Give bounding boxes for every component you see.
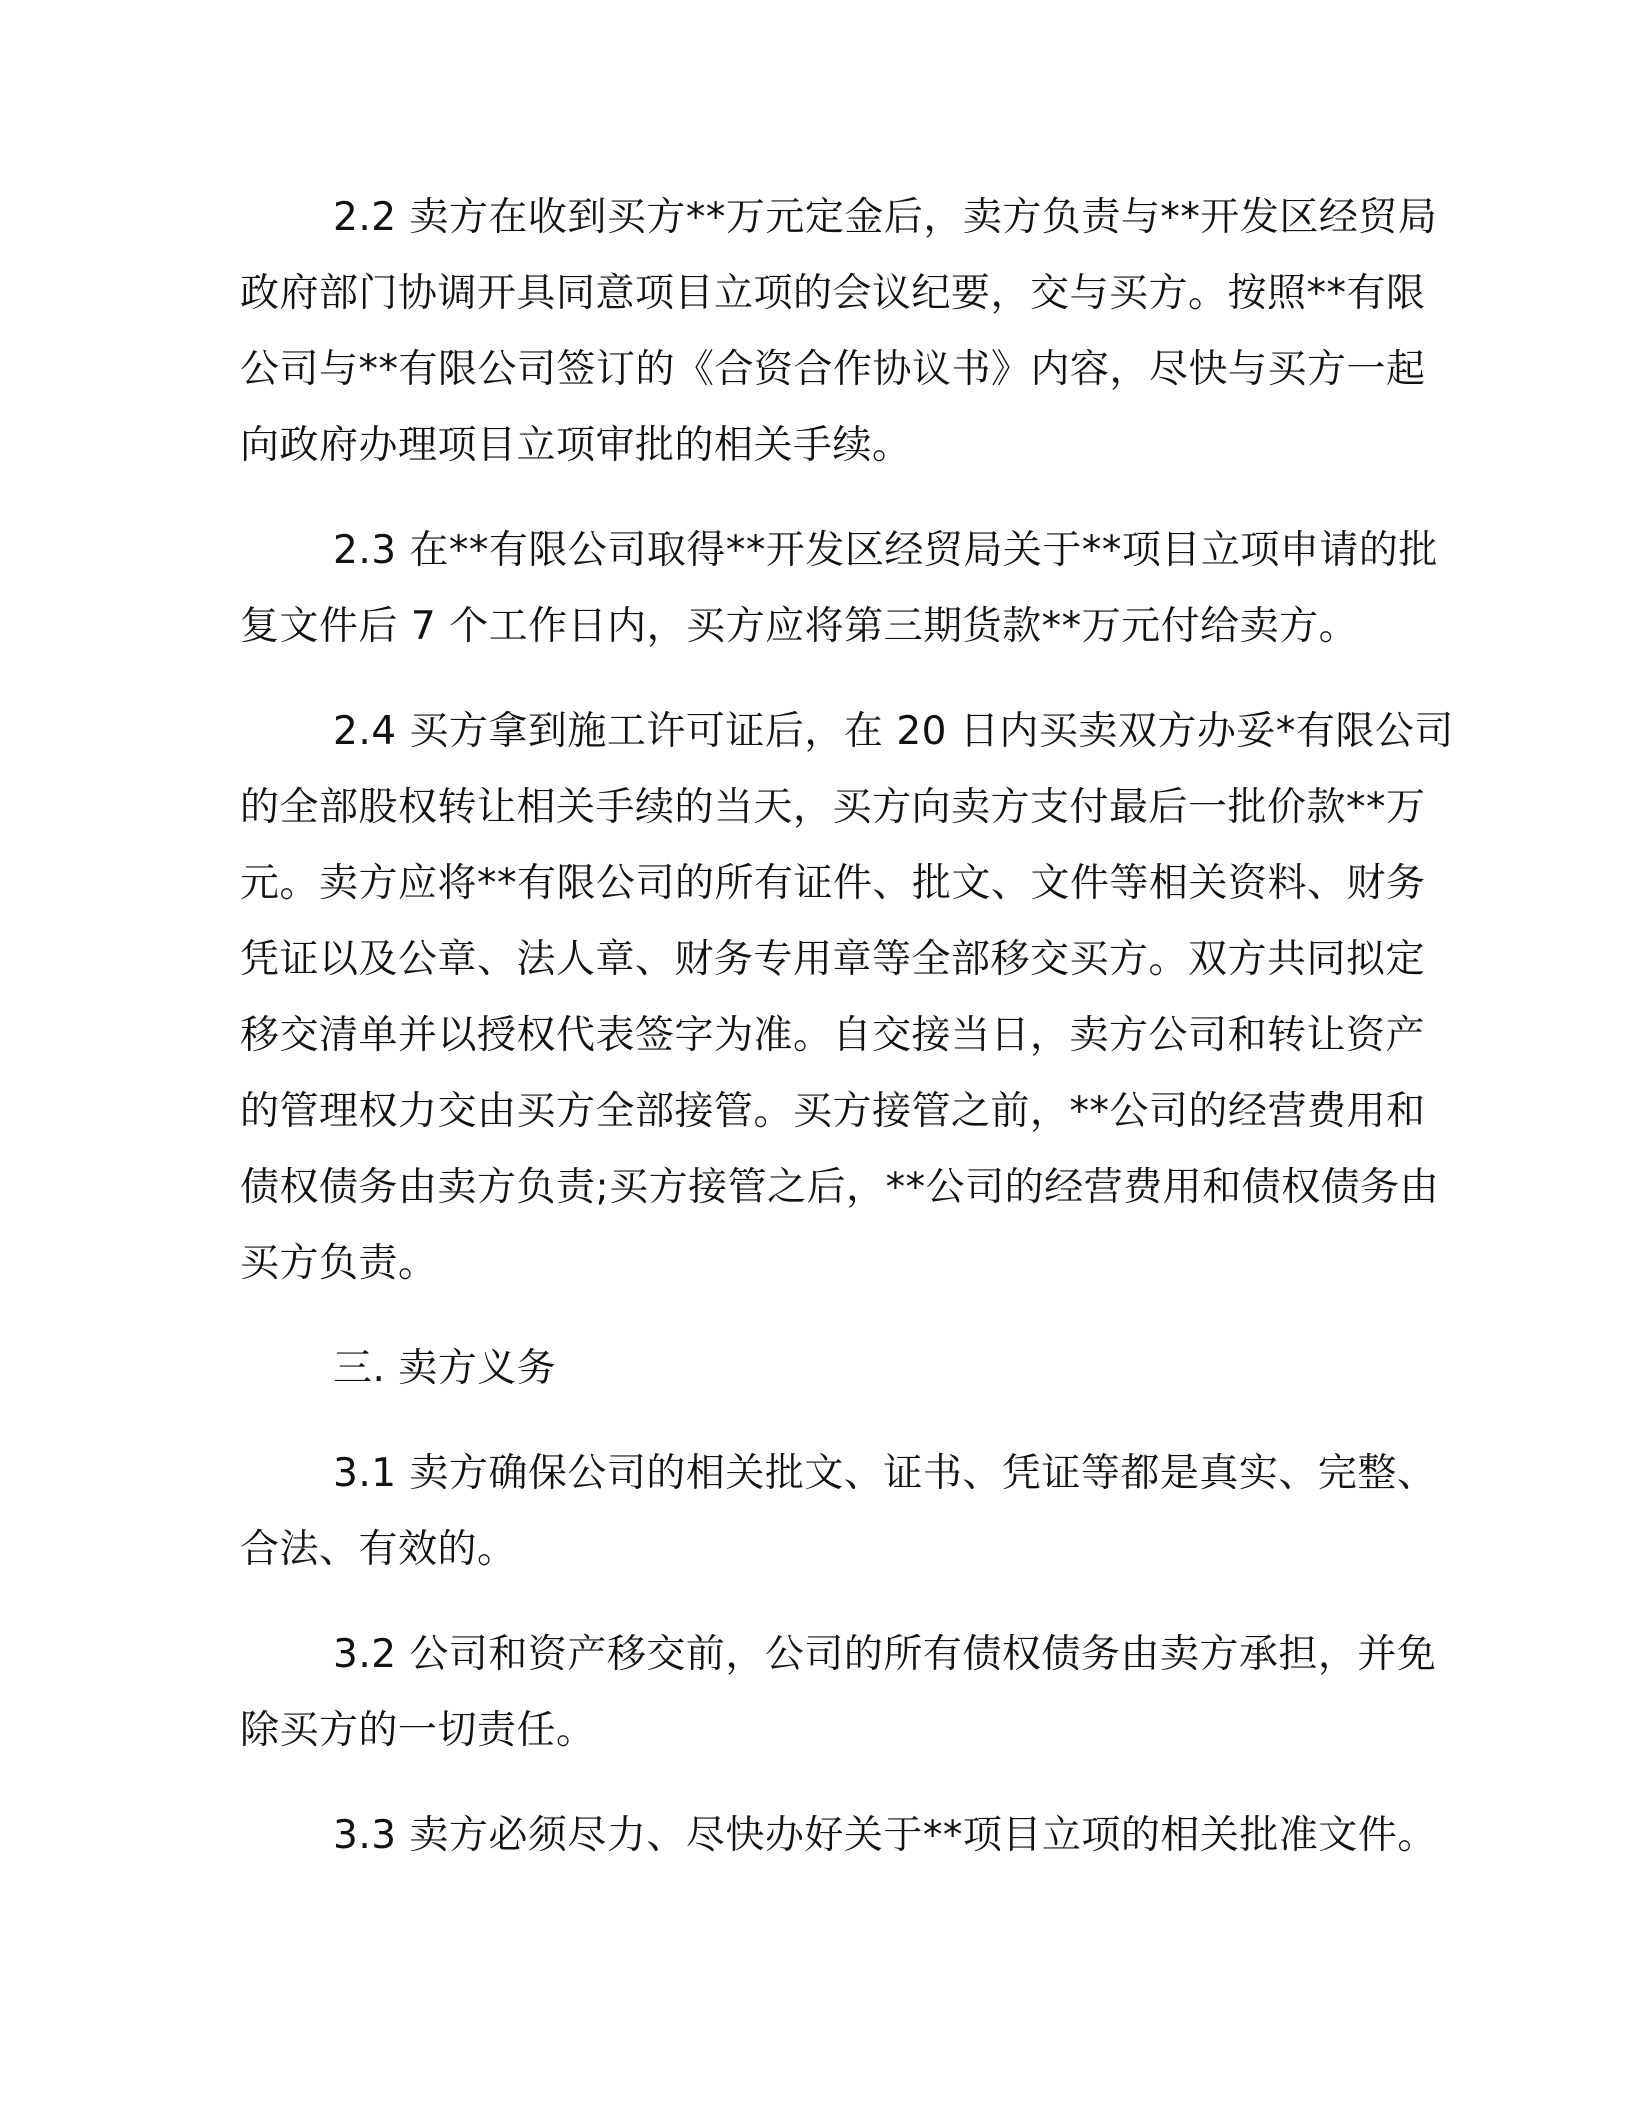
paragraph-line: 的管理权力交由买方全部接管。买方接管之前，**公司的经营费用和 <box>240 1089 1426 1134</box>
paragraph-line: 3.3 卖方必须尽力、尽快办好关于**项目立项的相关批准文件。 <box>333 1813 1437 1858</box>
paragraph-line: 凭证以及公章、法人章、财务专用章等全部移交买方。双方共同拟定 <box>240 937 1426 982</box>
paragraph-line: 向政府办理项目立项审批的相关手续。 <box>240 423 912 468</box>
paragraph-line: 债权债务由卖方负责;买方接管之后，**公司的经营费用和债权债务由 <box>240 1165 1440 1210</box>
paragraph-line: 2.2 卖方在收到买方**万元定金后，卖方负责与**开发区经贸局 <box>333 195 1438 240</box>
paragraph-line: 2.3 在**有限公司取得**开发区经贸局关于**项目立项申请的批 <box>333 528 1438 573</box>
paragraph-line: 买方负责。 <box>240 1241 438 1286</box>
paragraph-line: 2.4 买方拿到施工许可证后，在 20 日内买卖双方办妥*有限公司 <box>333 709 1454 754</box>
paragraph-line: 3.2 公司和资产移交前，公司的所有债权债务由卖方承担，并免 <box>333 1632 1437 1677</box>
paragraph-line: 3.1 卖方确保公司的相关批文、证书、凭证等都是真实、完整、 <box>333 1451 1437 1496</box>
paragraph-line: 复文件后 7 个工作日内，买方应将第三期货款**万元付给卖方。 <box>240 604 1359 649</box>
paragraph-line: 合法、有效的。 <box>240 1527 517 1572</box>
section-heading: 三. 卖方义务 <box>333 1346 557 1391</box>
paragraph-line: 移交清单并以授权代表签字为准。自交接当日，卖方公司和转让资产 <box>240 1013 1426 1058</box>
paragraph-line: 公司与**有限公司签订的《合资合作协议书》内容，尽快与买方一起 <box>240 347 1426 392</box>
paragraph-line: 除买方的一切责任。 <box>240 1708 596 1753</box>
paragraph-line: 元。卖方应将**有限公司的所有证件、批文、文件等相关资料、财务 <box>240 861 1426 906</box>
paragraph-line: 的全部股权转让相关手续的当天，买方向卖方支付最后一批价款**万 <box>240 785 1426 830</box>
paragraph-line: 政府部门协调开具同意项目立项的会议纪要，交与买方。按照**有限 <box>240 271 1426 316</box>
